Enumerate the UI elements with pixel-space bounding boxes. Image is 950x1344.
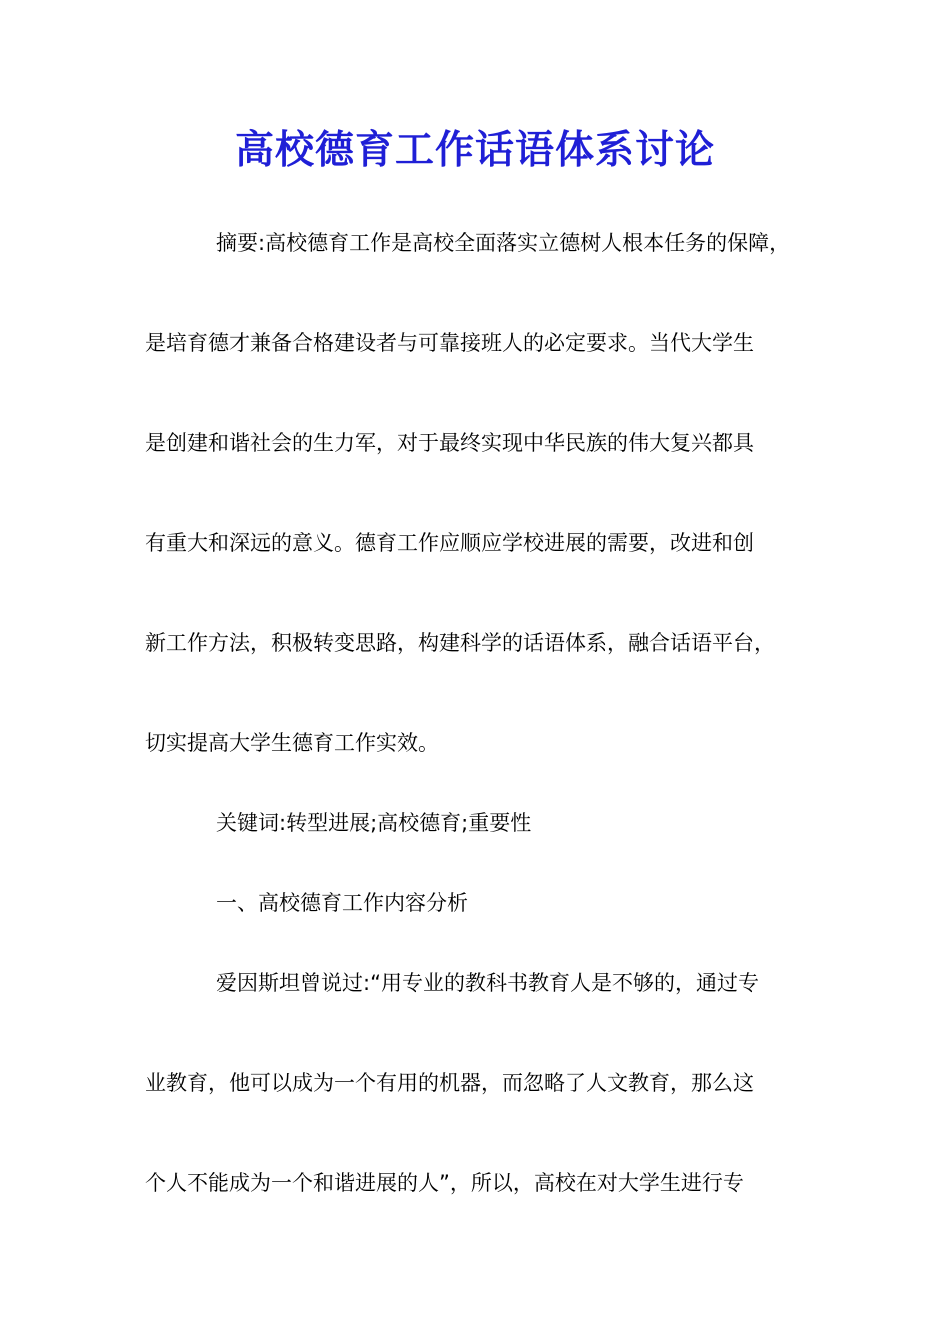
abstract-line-4: 有重大和深远的意义。德育工作应顺应学校进展的需要，改进和创	[145, 531, 754, 555]
document-title: 高校德育工作话语体系讨论	[234, 127, 715, 173]
abstract-line-2: 是培育德才兼备合格建设者与可靠接班人的必定要求。当代大学生	[145, 331, 754, 355]
body-line-2: 业教育，他可以成为一个有用的机器，而忽略了人文教育，那么这	[145, 1071, 754, 1095]
abstract-line-1: 摘要:高校德育工作是高校全面落实立德树人根本任务的保障，	[216, 231, 791, 255]
body-line-1: 爱因斯坦曾说过:“用专业的教科书教育人是不够的，通过专	[216, 971, 759, 995]
body-line-3: 个人不能成为一个和谐进展的人”，所以，高校在对大学生进行专	[145, 1171, 744, 1195]
abstract-line-5: 新工作方法，积极转变思路，构建科学的话语体系，融合话语平台，	[145, 631, 775, 655]
abstract-line-3: 是创建和谐社会的生力军，对于最终实现中华民族的伟大复兴都具	[145, 431, 754, 455]
abstract-line-6: 切实提高大学生德育工作实效。	[145, 731, 439, 755]
keywords-line: 关键词:转型进展;高校德育;重要性	[216, 811, 532, 835]
section-heading: 一、高校德育工作内容分析	[216, 891, 468, 915]
